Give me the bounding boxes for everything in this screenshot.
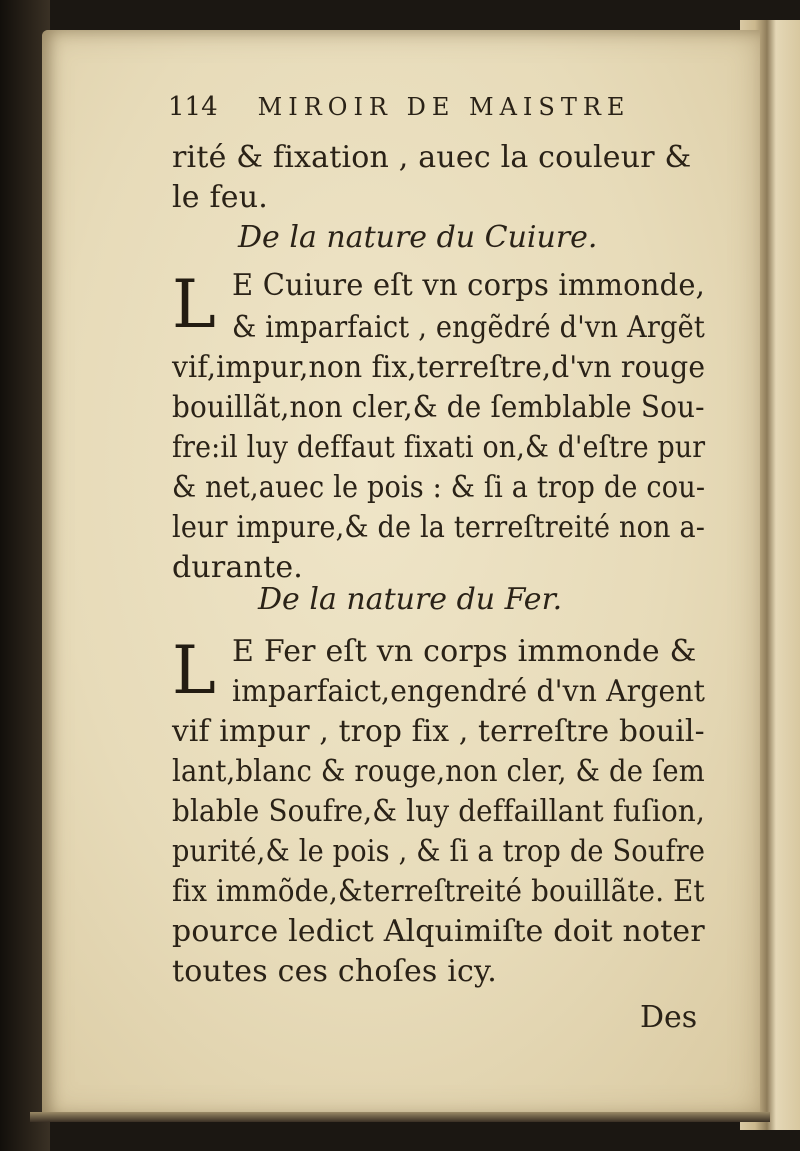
catchword: Des: [640, 1000, 698, 1035]
section-heading-fer: De la nature du Fer.: [258, 582, 563, 617]
section-heading-cuiure: De la nature du Cuiure.: [238, 220, 598, 255]
text-line: vif,impur,non fix,terreſtre,d'vn rouge: [172, 350, 706, 385]
text-line: blable Soufre,& luy deffaillant fuſion,: [172, 794, 705, 829]
text-line: toutes ces choſes icy.: [172, 954, 497, 989]
text-line: & net,auec le pois : & ſi a trop de cou-: [172, 470, 706, 505]
text-line: bouillãt,non cler,& de ſemblable Sou-: [172, 390, 705, 425]
text-line: E Cuiure eſt vn corps immonde,: [232, 268, 706, 303]
text-line: imparfaict,engendré d'vn Argent: [232, 674, 706, 709]
page-number: 114: [168, 92, 218, 122]
text-line: E Fer eſt vn corps immonde &: [232, 634, 697, 669]
text-line: pource ledict Alquimiſte doit noter: [172, 914, 705, 949]
running-title: MIROIR DE MAISTRE: [257, 93, 631, 121]
text-line: vif impur , trop fix , terreſtre bouil-: [172, 714, 705, 749]
text-line: durante.: [172, 550, 304, 585]
page-bottom-edge: [30, 1112, 770, 1122]
text-line: rité & fixation , auec la couleur &: [172, 140, 692, 175]
text-line: & imparfaict , engẽdré d'vn Argẽt: [232, 310, 706, 345]
drop-cap: L: [172, 632, 216, 709]
text-line: leur impure,& de la terreſtreité non a-: [172, 510, 706, 545]
text-line: purité,& le pois , & ſi a trop de Soufre: [172, 834, 706, 869]
text-line: le feu.: [172, 180, 268, 215]
page-header: [168, 92, 688, 122]
drop-cap: L: [172, 266, 216, 343]
text-line: fre:il luy deffaut fixati on,& d'eſtre pur: [172, 430, 706, 465]
text-line: lant,blanc & rouge,non cler, & de ſem: [172, 754, 706, 789]
text-line: fix immõde,&terreſtreité bouillãte. Et: [172, 874, 705, 909]
